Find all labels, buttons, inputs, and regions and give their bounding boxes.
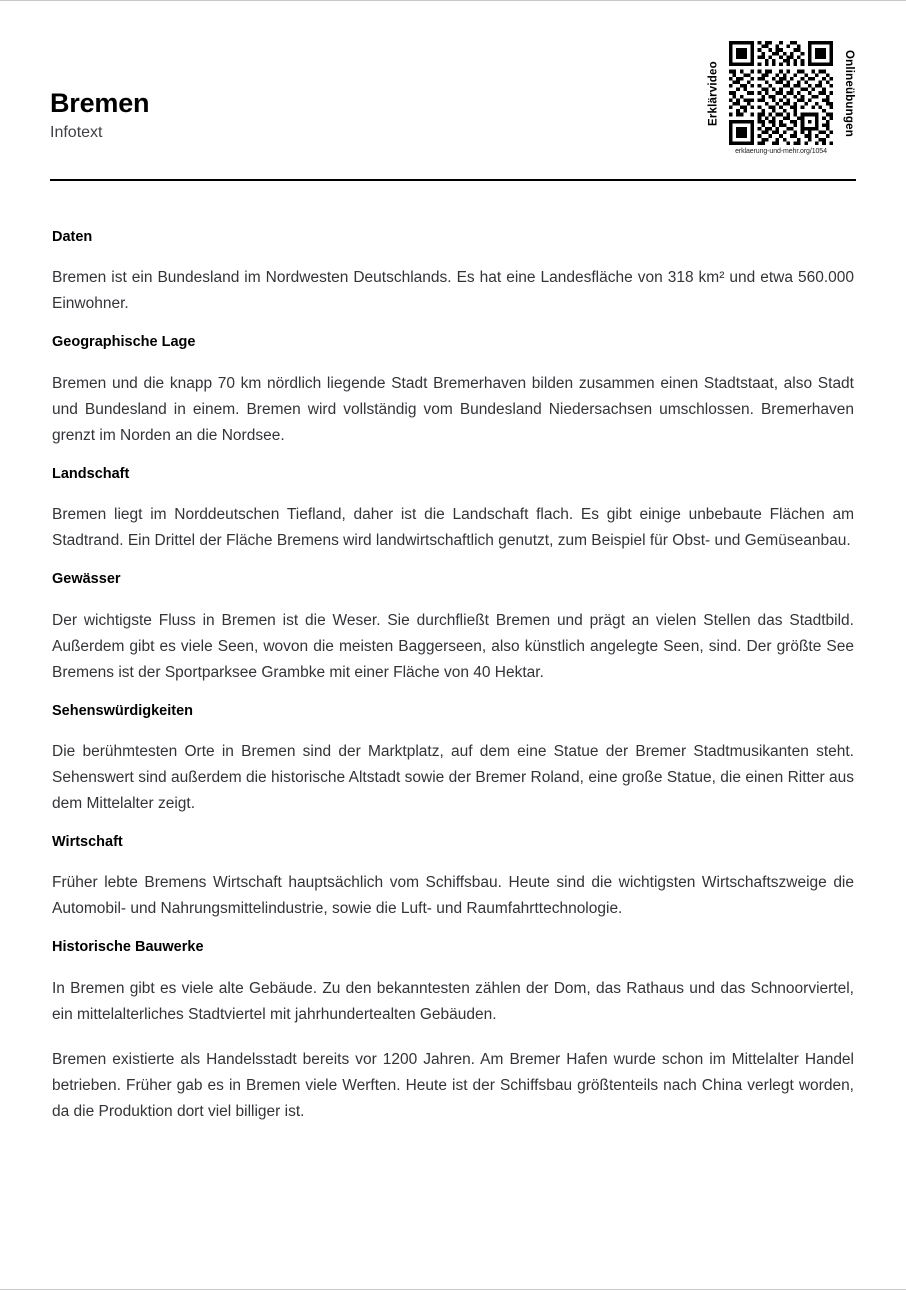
qr-label-onlineuebungen: Onlineübungen xyxy=(842,50,855,137)
paragraph-gap xyxy=(52,957,854,976)
section-paragraph: Früher lebte Bremens Wirtschaft hauptsächlich vom Schiffsbau. Heute sind die wichtigsten Wirtschaftszweige die Automobil- und Nahrungsmittelindustrie, sowie die Luft- und Raumfahrttechnologie. xyxy=(52,874,854,918)
section-heading: Gewässer xyxy=(52,571,121,588)
section-heading: Historische Bauwerke xyxy=(52,939,204,956)
paragraph-gap xyxy=(52,352,854,371)
header-divider xyxy=(50,179,856,181)
section-gap xyxy=(52,449,854,466)
section-heading: Geographische Lage xyxy=(52,334,196,351)
section-paragraph: Bremen existierte als Handelsstadt bereits vor 1200 Jahren. Am Bremer Hafen wurde schon im Mittelalter Handel betrieben. Früher gab es in Bremen viele Werften. Heute ist der Schiffsbau größtenteils nach China verlegt worden, da die Produktion dort viel billiger ist. xyxy=(52,1050,854,1120)
paragraph-gap xyxy=(52,589,854,608)
section-gap xyxy=(52,922,854,939)
section-heading: Wirtschaft xyxy=(52,833,123,850)
section-heading: Landschaft xyxy=(52,465,130,482)
paragraph-gap xyxy=(52,246,854,265)
section-heading: Daten xyxy=(52,229,93,245)
page-subtitle: Infotext xyxy=(50,123,103,141)
qr-block[interactable] xyxy=(706,41,856,169)
section-paragraph: Bremen ist ein Bundesland im Nordwesten Deutschlands. Es hat eine Landesfläche von 318 km² und etwa 560.000 Einwohner. xyxy=(52,269,854,313)
section-gap xyxy=(52,686,854,703)
qr-code-icon[interactable] xyxy=(729,41,833,145)
section-paragraph: Die berühmtesten Orte in Bremen sind der Marktplatz, auf dem eine Statue der Bremer Stadtmusikanten steht. Sehenswert sind außerdem die historische Altstadt sowie der Bremer Roland, eine große Statue, die einen Ritter aus dem Mittelalter zeigt. xyxy=(52,742,854,812)
document-content xyxy=(52,229,854,1125)
section-gap xyxy=(52,317,854,334)
paragraph-gap xyxy=(52,720,854,739)
section-paragraph: Der wichtigste Fluss in Bremen ist die Weser. Sie durchfließt Bremen und prägt an vielen Stellen das Stadtbild. Außerdem gibt es viele Seen, wovon die meisten Baggerseen, also künstlich angelegte Seen, sind. Der größte See Bremens ist der Sportparksee Grambke mit einer Fläche von 40 Hektar. xyxy=(52,611,854,681)
qr-url-label: erklaerung-und-mehr.org/1054 xyxy=(735,148,827,155)
paragraph-gap xyxy=(52,851,854,870)
section-heading: Sehenswürdigkeiten xyxy=(52,702,194,719)
paragraph-gap xyxy=(52,1028,854,1047)
section-paragraph: In Bremen gibt es viele alte Gebäude. Zu den bekanntesten zählen der Dom, das Rathaus und das Schnoorviertel, ein mittelalterliches Stadtviertel mit jahrhundertealten Gebäuden. xyxy=(52,979,854,1023)
document-header xyxy=(50,41,856,181)
title-block xyxy=(50,89,149,141)
qr-label-erklaervideo: Erklärvideo xyxy=(707,61,720,126)
paragraph-gap xyxy=(52,483,854,502)
section-gap xyxy=(52,817,854,834)
section-paragraph: Bremen liegt im Norddeutschen Tiefland, daher ist die Landschaft flach. Es gibt einige unbebaute Flächen am Stadtrand. Ein Drittel der Fläche Bremens wird landwirtschaftlich genutzt, zum Beispiel für Obst- und Gemüseanbau. xyxy=(52,506,854,550)
qr-center xyxy=(729,41,833,155)
page-title: Bremen xyxy=(50,88,150,118)
section-paragraph: Bremen und die knapp 70 km nördlich liegende Stadt Bremerhaven bilden zusammen einen Stadtstaat, also Stadt und Bundesland in einem. Bremen wird vollständig vom Bundesland Niedersachsen umschlossen. Bremerhaven grenzt im Norden an die Nordsee. xyxy=(52,374,854,444)
section-gap xyxy=(52,554,854,571)
